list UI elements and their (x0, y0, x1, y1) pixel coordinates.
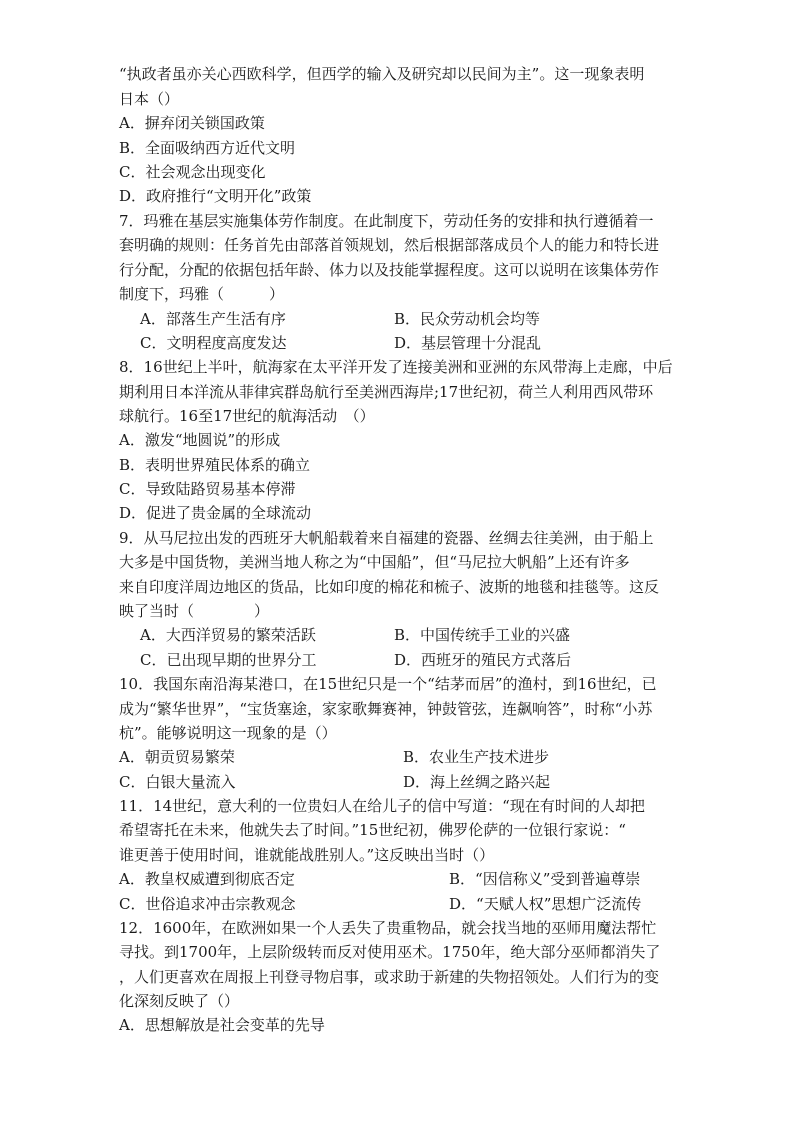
option-c: C．已出现早期的世界分工 (140, 651, 317, 669)
option-b: B．“因信称义”受到普遍尊崇 (449, 870, 641, 888)
text-line: 寻找。到1700年，上层阶级转而反对使用巫术。1750年，绝大部分巫师都消失了 (119, 943, 661, 961)
text-line: 制度下，玛雅（ ） (119, 285, 285, 303)
option-b: B．农业生产技术进步 (403, 748, 550, 766)
option-a: A．摒弃闭关锁国政策 (119, 114, 265, 132)
option-d: D．促进了贵金属的全球流动 (119, 504, 312, 522)
option-a: A．大西洋贸易的繁荣活跃 (140, 626, 316, 644)
option-a: A．思想解放是社会变革的先导 (119, 1016, 325, 1034)
question-11: 11．14世纪，意大利的一位贵妇人在给儿子的信中写道：“现在有时间的人却把 (119, 797, 645, 815)
option-d: D．基层管理十分混乱 (394, 334, 542, 352)
option-c: C．世俗追求冲击宗教观念 (119, 895, 296, 913)
question-9: 9．从马尼拉出发的西班牙大帆船载着来自福建的瓷器、丝绸去往美洲，由于船上 (119, 529, 654, 547)
option-d: D．政府推行“文明开化”政策 (119, 187, 312, 205)
text-line: “执政者虽亦关心西欧科学，但西学的输入及研究却以民间为主”。这一现象表明 (119, 65, 645, 83)
option-c: C．文明程度高度发达 (140, 334, 287, 352)
option-b: B．民众劳动机会均等 (394, 310, 541, 328)
option-d: D．海上丝绸之路兴起 (403, 773, 551, 791)
text-line: 希望寄托在未来，他就失去了时间。”15世纪初，佛罗伦萨的一位银行家说：“ (119, 821, 626, 839)
question-10: 10．我国东南沿海某港口，在15世纪只是一个“结茅而居”的渔村，到16世纪，已 (119, 675, 657, 693)
option-a: A．教皇权威遭到彻底否定 (119, 870, 295, 888)
text-line: 映了当时（ ） (119, 602, 270, 620)
question-12: 12．1600年，在欧洲如果一个人丢失了贵重物品，就会找当地的巫师用魔法帮忙 (119, 919, 657, 937)
option-a: A．激发“地圆说”的形成 (119, 431, 281, 449)
text-line: 行分配，分配的依据包括年龄、体力以及技能掌握程度。这可以说明在该集体劳作 (119, 261, 660, 279)
text-line: 期利用日本洋流从菲律宾群岛航行至美洲西海岸;17世纪初，荷兰人利用西风带环 (119, 383, 654, 401)
text-line: 化深刻反映了（） (119, 992, 240, 1010)
text-line: 谁更善于使用时间，谁就能战胜别人。”这反映出当时（） (119, 846, 495, 864)
text-line: 套明确的规则：任务首先由部落首领规划，然后根据部落成员个人的能力和特长进 (119, 236, 660, 254)
text-line: 来自印度洋周边地区的货品，比如印度的棉花和梳子、波斯的地毯和挂毯等。这反 (119, 578, 660, 596)
option-b: B．表明世界殖民体系的确立 (119, 456, 311, 474)
question-7: 7．玛雅在基层实施集体劳作制度。在此制度下，劳动任务的安排和执行遵循着一 (119, 212, 654, 230)
text-line: 杭”。能够说明这一现象的是（） (119, 724, 337, 742)
option-c: C．社会观念出现变化 (119, 163, 266, 181)
text-line: 成为“繁华世界”，“宝货塞途，家家歌舞赛神，钟鼓管弦，连飙响答”，时称“小苏 (119, 700, 653, 718)
option-d: D．西班牙的殖民方式落后 (394, 651, 572, 669)
text-line: ，人们更喜欢在周报上刊登寻物启事，或求助于新建的失物招领处。人们行为的变 (119, 968, 660, 986)
question-8: 8．16世纪上半叶，航海家在太平洋开发了连接美洲和亚洲的东风带海上走廊，中后 (119, 358, 673, 376)
option-b: B．中国传统手工业的兴盛 (394, 626, 571, 644)
option-a: A．部落生产生活有序 (140, 310, 286, 328)
option-c: C．导致陆路贸易基本停滞 (119, 480, 296, 498)
option-a: A．朝贡贸易繁荣 (119, 748, 235, 766)
text-line: 球航行。16至17世纪的航海活动 （） (119, 407, 375, 425)
text-line: 日本（） (119, 90, 180, 108)
option-c: C．白银大量流入 (119, 773, 236, 791)
option-b: B．全面吸纳西方近代文明 (119, 139, 296, 157)
text-line: 大多是中国货物，美洲当地人称之为“中国船”，但“马尼拉大帆船”上还有许多 (119, 553, 630, 571)
option-d: D．“天赋人权”思想广泛流传 (449, 895, 642, 913)
